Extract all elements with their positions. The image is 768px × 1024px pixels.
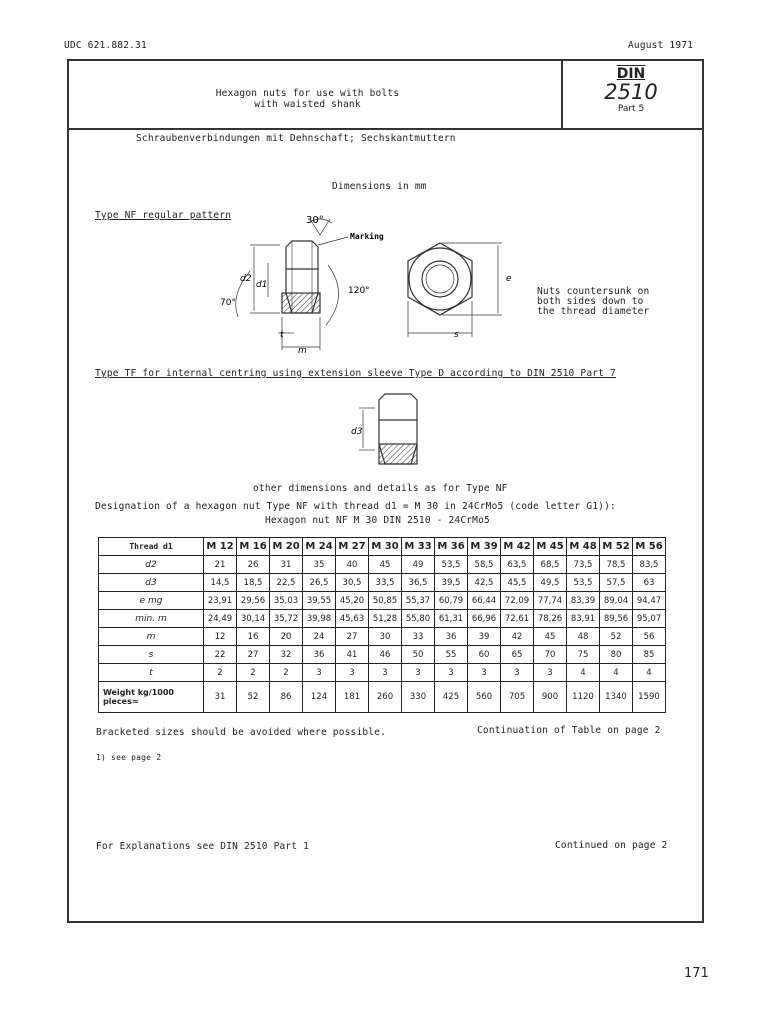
table-cell: 32 bbox=[270, 646, 303, 664]
thread-col: M 30 bbox=[369, 538, 402, 556]
table-cell: 70 bbox=[534, 646, 567, 664]
table-row bbox=[99, 646, 666, 664]
row-label: min. m bbox=[99, 610, 204, 628]
table-cell: 57,5 bbox=[600, 574, 633, 592]
table-cell: 55,37 bbox=[402, 592, 435, 610]
bracketed-note: Bracketed sizes should be avoided where possible. bbox=[96, 727, 387, 738]
angle-30-label: 30° bbox=[306, 215, 324, 226]
table-cell: 39,5 bbox=[435, 574, 468, 592]
table-cell: 42 bbox=[501, 628, 534, 646]
continuation-note: Continuation of Table on page 2 bbox=[477, 725, 661, 736]
table-cell: 3 bbox=[303, 664, 336, 682]
table-cell: 1340 bbox=[600, 682, 633, 713]
table-cell: 4 bbox=[567, 664, 600, 682]
countersunk-line-2: both sides down to bbox=[537, 296, 644, 307]
table-cell: 33 bbox=[402, 628, 435, 646]
row-label: s bbox=[99, 646, 204, 664]
table-cell: 53,5 bbox=[567, 574, 600, 592]
row-label: Weight kg/1000 pieces≈ bbox=[99, 682, 204, 713]
thread-col: M 48 bbox=[567, 538, 600, 556]
table-cell: 20 bbox=[270, 628, 303, 646]
table-cell: 27 bbox=[237, 646, 270, 664]
thread-col: M 52 bbox=[600, 538, 633, 556]
table-cell: 80 bbox=[600, 646, 633, 664]
row-label: d3 bbox=[99, 574, 204, 592]
row-label: e mg bbox=[99, 592, 204, 610]
table-cell: 27 bbox=[336, 628, 369, 646]
designation-line-2: Hexagon nut NF M 30 DIN 2510 - 24CrMo5 bbox=[265, 515, 490, 526]
footnote: 1) see page 2 bbox=[96, 753, 162, 762]
t-label: t bbox=[280, 330, 284, 340]
table-cell: 48 bbox=[567, 628, 600, 646]
table-cell: 3 bbox=[369, 664, 402, 682]
table-cell: 35 bbox=[303, 556, 336, 574]
table-cell: 260 bbox=[369, 682, 402, 713]
table-cell: 83,91 bbox=[567, 610, 600, 628]
continued-note: Continued on page 2 bbox=[555, 840, 668, 851]
table-cell: 50 bbox=[402, 646, 435, 664]
table-cell: 78,26 bbox=[534, 610, 567, 628]
thread-col: M 27 bbox=[336, 538, 369, 556]
table-cell: 425 bbox=[435, 682, 468, 713]
table-cell: 14,5 bbox=[204, 574, 237, 592]
table-cell: 78,5 bbox=[600, 556, 633, 574]
table-cell: 86 bbox=[270, 682, 303, 713]
row-label: d2 bbox=[99, 556, 204, 574]
type-nf-drawing bbox=[210, 205, 510, 355]
table-row bbox=[99, 628, 666, 646]
table-cell: 94,47 bbox=[633, 592, 666, 610]
nut-top-view bbox=[408, 243, 502, 337]
s-label: s bbox=[454, 330, 459, 340]
countersunk-line-3: the thread diameter bbox=[537, 306, 650, 317]
page-number: 171 bbox=[684, 966, 709, 981]
table-cell: 61,31 bbox=[435, 610, 468, 628]
table-cell: 31 bbox=[270, 556, 303, 574]
row-label: m bbox=[99, 628, 204, 646]
table-cell: 85 bbox=[633, 646, 666, 664]
table-cell: 16 bbox=[237, 628, 270, 646]
document-title bbox=[180, 88, 435, 110]
angle-120-label: 120° bbox=[348, 286, 370, 296]
din-number: 2510 bbox=[604, 80, 658, 104]
title-line-1: Hexagon nuts for use with bolts bbox=[215, 88, 400, 99]
din-logo: DIN bbox=[616, 66, 646, 82]
table-cell: 3 bbox=[336, 664, 369, 682]
table-cell: 124 bbox=[303, 682, 336, 713]
table-header-row bbox=[99, 538, 666, 556]
thread-header: Thread d1 bbox=[99, 538, 204, 556]
table-cell: 2 bbox=[204, 664, 237, 682]
thread-col: M 33 bbox=[402, 538, 435, 556]
table-row bbox=[99, 574, 666, 592]
table-cell: 42,5 bbox=[468, 574, 501, 592]
table-cell: 181 bbox=[336, 682, 369, 713]
table-cell: 60 bbox=[468, 646, 501, 664]
table-cell: 29,56 bbox=[237, 592, 270, 610]
countersunk-note bbox=[537, 287, 649, 317]
m-label: m bbox=[298, 346, 307, 356]
table-cell: 52 bbox=[600, 628, 633, 646]
issue-date: August 1971 bbox=[628, 40, 694, 51]
table-cell: 705 bbox=[501, 682, 534, 713]
table-cell: 39,98 bbox=[303, 610, 336, 628]
table-cell: 72,61 bbox=[501, 610, 534, 628]
table-cell: 3 bbox=[501, 664, 534, 682]
din-part: Part 5 bbox=[617, 104, 645, 114]
table-cell: 63 bbox=[633, 574, 666, 592]
table-cell: 35,72 bbox=[270, 610, 303, 628]
table-cell: 35,03 bbox=[270, 592, 303, 610]
table-cell: 46 bbox=[369, 646, 402, 664]
table-cell: 36 bbox=[435, 628, 468, 646]
table-cell: 73,5 bbox=[567, 556, 600, 574]
table-cell: 2 bbox=[237, 664, 270, 682]
table-cell: 89,04 bbox=[600, 592, 633, 610]
table-cell: 4 bbox=[600, 664, 633, 682]
table-cell: 3 bbox=[468, 664, 501, 682]
table-cell: 36,5 bbox=[402, 574, 435, 592]
table-cell: 30 bbox=[369, 628, 402, 646]
table-cell: 83,39 bbox=[567, 592, 600, 610]
explanations-note: For Explanations see DIN 2510 Part 1 bbox=[96, 841, 310, 852]
thread-col: M 56 bbox=[633, 538, 666, 556]
table-cell: 45 bbox=[534, 628, 567, 646]
table-cell: 900 bbox=[534, 682, 567, 713]
table-cell: 1120 bbox=[567, 682, 600, 713]
table-cell: 12 bbox=[204, 628, 237, 646]
table-cell: 22,5 bbox=[270, 574, 303, 592]
type-nf-heading: Type NF regular pattern bbox=[95, 210, 232, 221]
table-cell: 45,5 bbox=[501, 574, 534, 592]
type-tf-drawing bbox=[345, 390, 425, 470]
table-cell: 24 bbox=[303, 628, 336, 646]
table-cell: 1590 bbox=[633, 682, 666, 713]
table-cell: 26,5 bbox=[303, 574, 336, 592]
table-cell: 30,5 bbox=[336, 574, 369, 592]
table-cell: 83,5 bbox=[633, 556, 666, 574]
table-row bbox=[99, 556, 666, 574]
thread-col: M 24 bbox=[303, 538, 336, 556]
table-cell: 68,5 bbox=[534, 556, 567, 574]
d1-label: d1 bbox=[256, 280, 268, 290]
d3-label: d3 bbox=[351, 427, 363, 437]
table-cell: 4 bbox=[633, 664, 666, 682]
table-cell: 3 bbox=[402, 664, 435, 682]
german-title: Schraubenverbindungen mit Dehnschaft; Sechskantmuttern bbox=[136, 133, 456, 144]
dimensions-note: Dimensions in mm bbox=[332, 181, 427, 192]
table-cell: 41 bbox=[336, 646, 369, 664]
table-cell: 40 bbox=[336, 556, 369, 574]
table-cell: 55 bbox=[435, 646, 468, 664]
table-cell: 66,44 bbox=[468, 592, 501, 610]
table-cell: 45,20 bbox=[336, 592, 369, 610]
table-cell: 2 bbox=[270, 664, 303, 682]
table-cell: 22 bbox=[204, 646, 237, 664]
table-cell: 63,5 bbox=[501, 556, 534, 574]
table-row bbox=[99, 682, 666, 713]
table-cell: 26 bbox=[237, 556, 270, 574]
thread-col: M 42 bbox=[501, 538, 534, 556]
table-cell: 45 bbox=[369, 556, 402, 574]
table-cell: 23,91 bbox=[204, 592, 237, 610]
table-row bbox=[99, 592, 666, 610]
title-line-2: with waisted shank bbox=[254, 99, 361, 110]
table-cell: 75 bbox=[567, 646, 600, 664]
table-cell: 50,85 bbox=[369, 592, 402, 610]
table-cell: 72,09 bbox=[501, 592, 534, 610]
table-cell: 560 bbox=[468, 682, 501, 713]
row-label: t bbox=[99, 664, 204, 682]
table-cell: 330 bbox=[402, 682, 435, 713]
table-cell: 58,5 bbox=[468, 556, 501, 574]
designation-line-1: Designation of a hexagon nut Type NF with thread d1 = M 30 in 24CrMo5 (code letter G1)): bbox=[95, 501, 616, 512]
other-dimensions-note: other dimensions and details as for Type NF bbox=[253, 483, 508, 494]
thread-col: M 45 bbox=[534, 538, 567, 556]
marking-label: Marking bbox=[350, 232, 384, 241]
table-cell: 3 bbox=[534, 664, 567, 682]
table-cell: 52 bbox=[237, 682, 270, 713]
table-cell: 45,63 bbox=[336, 610, 369, 628]
table-cell: 36 bbox=[303, 646, 336, 664]
table-cell: 18,5 bbox=[237, 574, 270, 592]
table-cell: 60,79 bbox=[435, 592, 468, 610]
table-cell: 89,56 bbox=[600, 610, 633, 628]
thread-col: M 16 bbox=[237, 538, 270, 556]
table-cell: 51,28 bbox=[369, 610, 402, 628]
table-cell: 31 bbox=[204, 682, 237, 713]
type-tf-heading: Type TF for internal centring using extension sleeve Type D according to DIN 2510 Part 7 bbox=[95, 368, 616, 379]
table-cell: 95,07 bbox=[633, 610, 666, 628]
nut-side-view bbox=[236, 219, 348, 350]
thread-col: M 39 bbox=[468, 538, 501, 556]
table-cell: 55,80 bbox=[402, 610, 435, 628]
e-label: e bbox=[506, 274, 512, 284]
table-row bbox=[99, 664, 666, 682]
udc-code: UDC 621.882.31 bbox=[64, 40, 147, 51]
table-cell: 56 bbox=[633, 628, 666, 646]
table-cell: 65 bbox=[501, 646, 534, 664]
table-cell: 33,5 bbox=[369, 574, 402, 592]
table-cell: 49,5 bbox=[534, 574, 567, 592]
angle-70-label: 70° bbox=[220, 298, 236, 308]
table-cell: 53,5 bbox=[435, 556, 468, 574]
countersunk-line-1: Nuts countersunk on bbox=[537, 286, 650, 297]
thread-col: M 12 bbox=[204, 538, 237, 556]
table-row bbox=[99, 610, 666, 628]
table-cell: 21 bbox=[204, 556, 237, 574]
thread-col: M 20 bbox=[270, 538, 303, 556]
table-cell: 77,74 bbox=[534, 592, 567, 610]
table-cell: 49 bbox=[402, 556, 435, 574]
table-cell: 39 bbox=[468, 628, 501, 646]
header-divider bbox=[67, 128, 702, 130]
thread-col: M 36 bbox=[435, 538, 468, 556]
table-cell: 30,14 bbox=[237, 610, 270, 628]
din-block bbox=[562, 60, 700, 128]
table-cell: 66,96 bbox=[468, 610, 501, 628]
table-cell: 39,55 bbox=[303, 592, 336, 610]
table-cell: 24,49 bbox=[204, 610, 237, 628]
table-cell: 3 bbox=[435, 664, 468, 682]
dimensions-table bbox=[98, 537, 666, 713]
d2-label: d2 bbox=[240, 274, 252, 284]
